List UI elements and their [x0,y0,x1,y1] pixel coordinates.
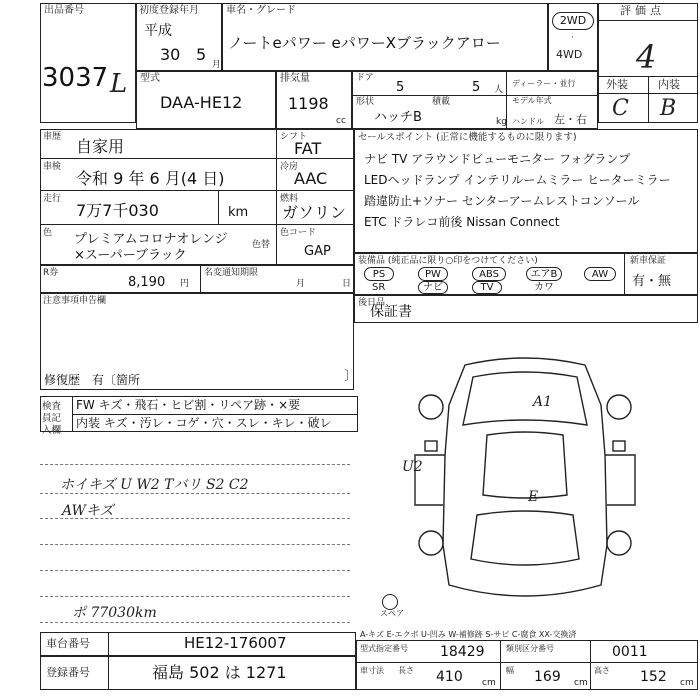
fw-line: FW キズ・飛石・ヒビ割・リペア跡・×要 [76,398,301,412]
length-unit: cm [482,678,496,688]
hand-note-2: AWキズ [62,503,114,519]
model-ref-label: 型式指定番号 [360,644,408,653]
equip-airbag: エアB [526,267,562,281]
equip-navi: ナビ [418,281,448,294]
notes-label: 注意事項申告欄 [43,296,107,306]
history-label: 車歴 [43,132,62,142]
displacement-label: 排気量 [280,73,310,84]
class-ref-label: 類別区分番号 [506,644,554,653]
km-unit: km [228,205,249,220]
drive-2wd: 2WD [552,12,594,30]
recycle-cell [40,265,354,293]
drive-dot: · [571,33,574,43]
reg-month: 5 [196,45,207,64]
spare-tire-icon [382,594,398,610]
color-line-1: プレミアムコロナオレンジ [74,232,228,247]
equip-ps: PS [364,267,394,281]
width-value: 169 [534,669,561,685]
chassis-value: HE12-176007 [184,634,287,652]
mark-a1: A1 [533,394,553,410]
ac-label: 冷房 [280,162,299,172]
sales-line-1: ナビ TV アラウンドビューモニター フォグランプ [364,152,631,166]
notice-day: 日 [342,279,352,289]
lot-label: 出品番号 [44,5,84,16]
exterior-label: 外装 [606,78,628,91]
height-unit: cm [680,678,694,688]
first-reg-label: 初度登録年月 [139,5,199,16]
model-value: DAA-HE12 [160,93,243,112]
notice-label: 名変通知期限 [204,268,259,278]
recycle-value: 8,190 [128,275,166,290]
mark-e: E [528,489,539,505]
hand-odo: ポ 77030km [72,605,157,621]
ac-value: AAC [294,169,328,188]
mileage-label: 走行 [43,194,62,204]
width-label: 幅 [506,666,514,675]
interior-label: 内装 [658,78,680,91]
handle-label: ハンドル [512,117,544,126]
equip-pw: PW [418,267,448,281]
doors-label: ドア [356,73,374,83]
dims-label: 車寸法 [360,666,384,675]
color-code-value: GAP [304,244,331,259]
model-ref-value: 18429 [440,644,485,660]
hand-note-1: ホイキズ U W2 Tバリ S2 C2 [60,477,249,493]
equip-abs: ABS [472,267,506,281]
history-value: 自家用 [76,137,125,156]
repair-close: 〕 [344,369,358,384]
color-no-label: 色替 [252,240,271,250]
spare-label: スペア [380,609,404,618]
exterior-grade: C [612,96,629,121]
width-unit: cm [574,678,588,688]
equip-tv: TV [472,281,502,294]
post-install-label: 後日品 [358,298,386,308]
color-line-2: ×スーパーブラック [74,248,187,263]
passenger-unit: 人 [494,85,504,95]
sales-line-2: LEDヘッドランプ インテリルームミラー ヒーターミラー [364,173,671,187]
model-label: 型式 [140,73,160,84]
drive-4wd: 4WD [556,48,583,61]
cc-unit: cc [336,116,346,126]
lot-mark: L [110,69,128,99]
reg-year: 30 [160,45,181,64]
repair-label: 修復歴 [44,373,81,387]
kg-unit: kg [496,117,507,127]
fuel-label: 燃料 [280,194,299,204]
era: 平成 [144,23,172,39]
fuel-value: ガソリン [282,203,347,222]
handle-value: 左・右 [554,113,587,126]
equip-leather: カワ [534,282,554,293]
dealer-label: ディーラー・並行 [512,79,576,88]
sales-line-4: ETC ドラレコ前後 Nissan Connect [364,215,560,229]
length-label: 長さ [398,666,414,675]
repair-value: 有〔箇所 [92,373,141,387]
body-label: 形状 [356,97,375,107]
new-car-label: 新車保証 [630,256,667,266]
height-label: 高さ [594,666,610,675]
color-label: 色 [43,228,53,238]
mileage-value: 7万7千030 [76,201,159,220]
equipment-title: 装備品 (純正品に限り○印をつけてください) [358,256,538,266]
yen-unit: 円 [180,279,190,289]
interior-line: 内装 キズ・汚レ・コゲ・穴・スレ・キレ・破レ [76,416,332,430]
equip-sr: SR [372,282,386,293]
new-car-value: 有・無 [632,274,672,289]
length-value: 410 [436,669,463,685]
model-year-label: モデル年式 [512,96,552,105]
plate-label: 登録番号 [46,666,90,679]
passengers-value: 5 [472,80,481,95]
month-unit: 月 [212,60,222,70]
shift-label: シフト [280,132,308,142]
name-label: 車名・グレード [226,5,296,16]
interior-grade: B [660,96,677,121]
damage-legend: A-キズ E-エクボ U-凹み W-補修跡 S-サビ C-腐食 XX-交換済 [360,630,577,639]
chassis-label: 車台番号 [46,637,90,650]
inspection-label: 車検 [43,162,62,172]
body-value: ハッチB [374,110,422,125]
sales-points-cell [354,129,698,253]
equip-aw: AW [584,267,616,281]
displacement-value: 1198 [288,94,329,113]
recycle-label: R券 [43,268,59,278]
shift-value: FAT [294,139,322,158]
notice-month: 月 [296,279,306,289]
plate-value: 福島 502 は 1271 [152,663,287,682]
height-value: 152 [640,669,667,685]
notes-cell [40,293,354,390]
class-ref-value: 0011 [612,644,648,660]
lot-number: 3037 [42,63,109,93]
color-code-label: 色コード [280,228,317,238]
mark-u2: U2 [402,459,423,475]
car-diagram [395,345,655,625]
post-install-value: 保証書 [370,304,412,320]
check-label: 検査員記入欄 [42,401,62,436]
score-value: 4 [636,38,657,76]
sales-points-title: セールスポイント (正常に機能するものに限ります) [358,132,577,143]
load-label: 積載 [432,97,451,107]
car-name: ノートeパワー eパワーXブラックアロー [228,34,501,52]
inspection-value: 令和 9 年 6 月(4 日) [76,169,225,188]
score-label: 評価点 [620,4,665,17]
doors-value: 5 [396,80,405,95]
sales-line-3: 踏違防止+ソナー センターアームレストコンソール [364,194,640,208]
